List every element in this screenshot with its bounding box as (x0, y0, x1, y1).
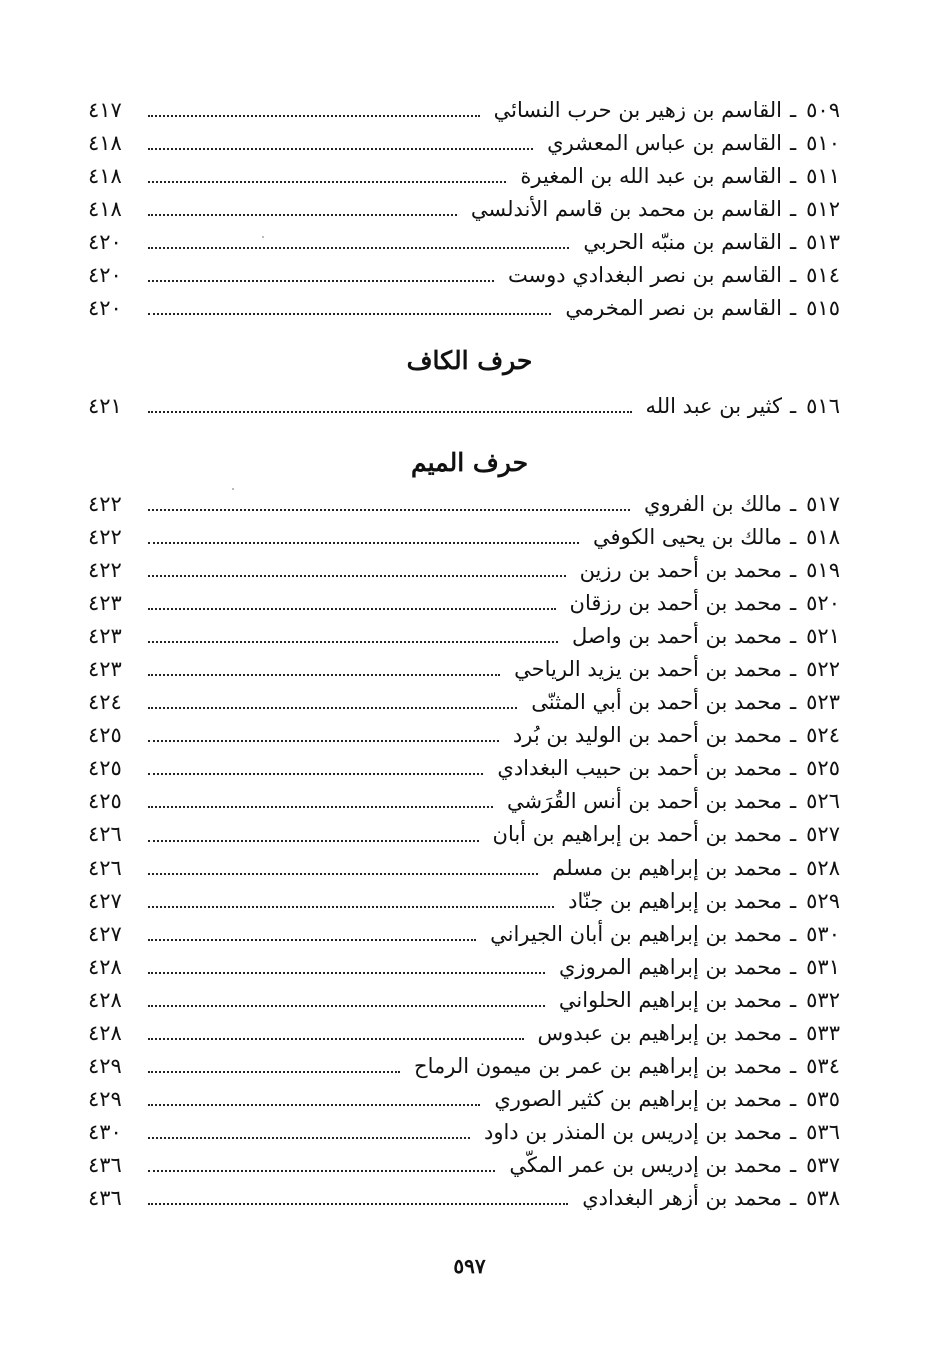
entry-number: ٥٣٣ (806, 1020, 840, 1045)
index-entry (88, 230, 840, 263)
entry-name: محمد بن إبراهيم الحلواني (558, 987, 782, 1012)
entry-name: محمد بن إبراهيم بن عمر بن ميمون الرماح (414, 1053, 782, 1078)
entry-name: محمد بن أحمد بن يزيد الرياحي (514, 657, 782, 682)
entry-number: ٥٢٤ (806, 723, 840, 748)
entry-separator: ـ (790, 492, 797, 516)
entry-number: ٥١٢ (806, 197, 840, 222)
entry-number: ٥٢٣ (806, 690, 840, 715)
index-entry (88, 197, 840, 230)
entry-page: ٤١٨ (88, 197, 122, 222)
entry-separator: ـ (790, 197, 797, 222)
entry-number: ٥١٩ (806, 558, 840, 583)
entry-page: ٤٢٣ (88, 657, 122, 682)
entry-number: ٥٢٢ (806, 657, 840, 682)
scan-speck (232, 488, 234, 490)
index-entry (88, 756, 840, 789)
entry-separator: ـ (790, 855, 797, 880)
entry-page: ٤٢٥ (88, 756, 122, 781)
entry-page: ٤١٨ (88, 164, 122, 189)
entry-page: ٤٢٤ (88, 690, 122, 715)
dot-leader (148, 740, 499, 742)
entry-page: ٤٢٦ (88, 822, 122, 847)
dot-leader (148, 806, 493, 808)
entry-page: ٤٣٦ (88, 1152, 122, 1177)
entry-separator: ـ (790, 822, 797, 847)
entry-number: ٥٣٢ (806, 987, 840, 1012)
dot-leader (148, 575, 566, 577)
index-entry (88, 723, 840, 756)
index-entry (88, 657, 840, 690)
dot-leader (148, 1170, 495, 1172)
entry-number: ٥٣٨ (806, 1185, 840, 1210)
entry-separator: ـ (790, 789, 797, 814)
entry-page: ٤٢٨ (88, 1020, 122, 1045)
dot-leader (148, 840, 479, 842)
entry-name: محمد بن أحمد بن حبيب البغدادي (497, 756, 782, 781)
entry-number: ٥١٠ (806, 131, 840, 156)
entry-page: ٤٣٠ (88, 1119, 122, 1144)
entry-name: كثير بن عبد الله (645, 394, 782, 418)
entry-number: ٥٣٤ (806, 1053, 840, 1078)
index-entry (88, 889, 840, 922)
entry-name: محمد بن إبراهيم بن مسلم (552, 855, 782, 880)
index-entry (88, 1153, 840, 1186)
entry-page: ٤٢٣ (88, 624, 122, 649)
dot-leader (148, 181, 506, 183)
entry-separator: ـ (790, 657, 797, 682)
entry-page: ٤٢٠ (88, 263, 122, 288)
index-entry (88, 591, 840, 624)
entry-page: ٤٢١ (88, 394, 122, 418)
index-entry (88, 98, 840, 131)
dot-leader (148, 1203, 568, 1205)
dot-leader (148, 1038, 524, 1040)
entry-name: محمد بن أزهر البغدادي (582, 1185, 782, 1210)
entry-separator: ـ (790, 1086, 797, 1111)
entry-separator: ـ (790, 591, 797, 616)
dot-leader (148, 280, 494, 282)
entry-name: مالك بن الفروي (644, 492, 782, 516)
section-heading-kaf: حرف الكاف (406, 346, 533, 375)
entry-page: ٤٢٧ (88, 888, 122, 913)
entry-name: مالك بن يحيى الكوفي (592, 525, 782, 550)
dot-leader (148, 906, 554, 908)
entry-separator: ـ (790, 558, 797, 583)
section-heading-mim: حرف الميم (410, 448, 529, 477)
entry-number: ٥٢٧ (806, 822, 840, 847)
entry-name: محمد بن أحمد بن إبراهيم بن أبان (492, 822, 782, 847)
entry-number: ٥٣٧ (806, 1152, 840, 1177)
dot-leader (148, 313, 551, 315)
entry-separator: ـ (790, 1119, 797, 1144)
scan-speck (262, 236, 264, 238)
index-entry (88, 1087, 840, 1120)
index-entry (88, 164, 840, 197)
entry-separator: ـ (790, 525, 797, 550)
index-section-mim (88, 492, 840, 1219)
entry-separator: ـ (790, 1020, 797, 1045)
entry-separator: ـ (790, 164, 797, 189)
dot-leader (148, 148, 533, 150)
entry-separator: ـ (790, 954, 797, 979)
entry-separator: ـ (790, 921, 797, 946)
entry-name: القاسم بن عبد الله بن المغيرة (520, 164, 782, 189)
entry-separator: ـ (790, 987, 797, 1012)
entry-name: القاسم بن عباس المعشري (547, 131, 782, 156)
entry-number: ٥١١ (806, 164, 840, 189)
entry-page: ٤٢٢ (88, 492, 122, 516)
entry-number: ٥٣٥ (806, 1086, 840, 1111)
entry-number: ٥٣٠ (806, 921, 840, 946)
entry-separator: ـ (790, 1152, 797, 1177)
dot-leader (148, 411, 632, 413)
entry-separator: ـ (790, 723, 797, 748)
entry-name: محمد بن إبراهيم بن أبان الجيراني (490, 921, 782, 946)
index-entry (88, 296, 840, 329)
entry-number: ٥١٦ (806, 394, 840, 418)
index-entry (88, 394, 840, 427)
entry-page: ٤٣٦ (88, 1185, 122, 1210)
entry-page: ٤٢٢ (88, 558, 122, 583)
entry-page: ٤٢٨ (88, 987, 122, 1012)
dot-leader (148, 1137, 470, 1139)
dot-leader (148, 972, 545, 974)
entry-separator: ـ (790, 230, 797, 255)
entry-number: ٥١٧ (806, 492, 840, 516)
entry-name: القاسم بن نصر المخرمي (565, 296, 782, 321)
dot-leader (148, 939, 476, 941)
entry-name: القاسم بن نصر البغدادي دوست (507, 263, 782, 288)
entry-name: القاسم بن زهير بن حرب النسائي (493, 98, 782, 122)
entry-number: ٥٠٩ (806, 98, 840, 122)
entry-page: ٤٢٣ (88, 591, 122, 616)
entry-number: ٥٢٨ (806, 855, 840, 880)
entry-name: محمد بن إبراهيم بن كثير الصوري (494, 1086, 782, 1111)
entry-separator: ـ (790, 1185, 797, 1210)
entry-page: ٤٢٩ (88, 1053, 122, 1078)
index-entry (88, 1054, 840, 1087)
entry-number: ٥٣٦ (806, 1119, 840, 1144)
dot-leader (148, 1104, 480, 1106)
entry-name: محمد بن إدريس بن المنذر بن داود (483, 1119, 782, 1144)
entry-separator: ـ (790, 296, 797, 321)
index-entry (88, 263, 840, 296)
entry-number: ٥١٥ (806, 296, 840, 321)
dot-leader (148, 115, 480, 117)
index-entry (88, 822, 840, 855)
entry-name: محمد بن إدريس بن عمر المكّي (509, 1152, 782, 1177)
index-entry (88, 922, 840, 955)
index-entry (88, 1186, 840, 1219)
dot-leader (148, 674, 500, 676)
index-entry (88, 955, 840, 988)
index-entry (88, 131, 840, 164)
entry-number: ٥١٣ (806, 230, 840, 255)
entry-name: محمد بن إبراهيم بن جنّاد (568, 888, 782, 913)
index-entry (88, 856, 840, 889)
entry-number: ٥٢٠ (806, 591, 840, 616)
dot-leader (148, 608, 556, 610)
index-entry (88, 525, 840, 558)
dot-leader (148, 214, 457, 216)
dot-leader (148, 773, 483, 775)
index-entry (88, 492, 840, 525)
entry-page: ٤٢٠ (88, 230, 122, 255)
entry-separator: ـ (790, 98, 797, 122)
dot-leader (148, 509, 630, 511)
dot-leader (148, 542, 579, 544)
entry-name: محمد بن إبراهيم بن عبدوس (537, 1020, 782, 1045)
entry-page: ٤٢٨ (88, 954, 122, 979)
entry-separator: ـ (790, 394, 797, 418)
index-section-kaf (88, 394, 840, 427)
entry-page: ٤١٨ (88, 131, 122, 156)
dot-leader (148, 707, 517, 709)
entry-page: ٤١٧ (88, 98, 122, 122)
entry-name: محمد بن أحمد بن أبي المثنّى (531, 690, 782, 715)
index-section-qaf (88, 98, 840, 329)
entry-page: ٤٢٦ (88, 855, 122, 880)
dot-leader (148, 1071, 400, 1073)
index-entry (88, 789, 840, 822)
entry-number: ٥٢٩ (806, 888, 840, 913)
entry-name: القاسم بن منبّه الحربي (583, 230, 782, 255)
entry-page: ٤٢٢ (88, 525, 122, 550)
index-entry (88, 988, 840, 1021)
entry-name: محمد بن أحمد بن أنس القُرَشي (507, 789, 782, 814)
entry-name: القاسم بن محمد بن قاسم الأندلسي (470, 197, 782, 222)
entry-name: محمد بن أحمد بن رزين (579, 558, 782, 583)
page-number: ٥٩٧ (453, 1254, 486, 1278)
entry-page: ٤٢٥ (88, 789, 122, 814)
dot-leader (148, 247, 569, 249)
entry-number: ٥١٤ (806, 263, 840, 288)
entry-separator: ـ (790, 888, 797, 913)
entry-separator: ـ (790, 1053, 797, 1078)
entry-separator: ـ (790, 263, 797, 288)
entry-separator: ـ (790, 690, 797, 715)
index-entry (88, 558, 840, 591)
entry-name: محمد بن أحمد بن واصل (571, 624, 782, 649)
entry-separator: ـ (790, 624, 797, 649)
dot-leader (148, 1005, 545, 1007)
entry-name: محمد بن أحمد بن الوليد بن بُرد (512, 723, 782, 748)
index-entry (88, 1120, 840, 1153)
entry-page: ٤٢٠ (88, 296, 122, 321)
entry-number: ٥٢١ (806, 624, 840, 649)
entry-page: ٤٢٩ (88, 1086, 122, 1111)
entry-number: ٥٢٦ (806, 789, 840, 814)
index-entry (88, 624, 840, 657)
entry-number: ٥١٨ (806, 525, 840, 550)
entry-page: ٤٢٧ (88, 921, 122, 946)
entry-separator: ـ (790, 131, 797, 156)
entry-number: ٥٢٥ (806, 756, 840, 781)
dot-leader (148, 873, 538, 875)
entry-number: ٥٣١ (806, 954, 840, 979)
entry-name: محمد بن إبراهيم المروزي (559, 954, 782, 979)
index-entry (88, 690, 840, 723)
entry-separator: ـ (790, 756, 797, 781)
entry-name: محمد بن أحمد بن رزقان (569, 591, 782, 616)
entry-page: ٤٢٥ (88, 723, 122, 748)
dot-leader (148, 641, 558, 643)
index-entry (88, 1021, 840, 1054)
